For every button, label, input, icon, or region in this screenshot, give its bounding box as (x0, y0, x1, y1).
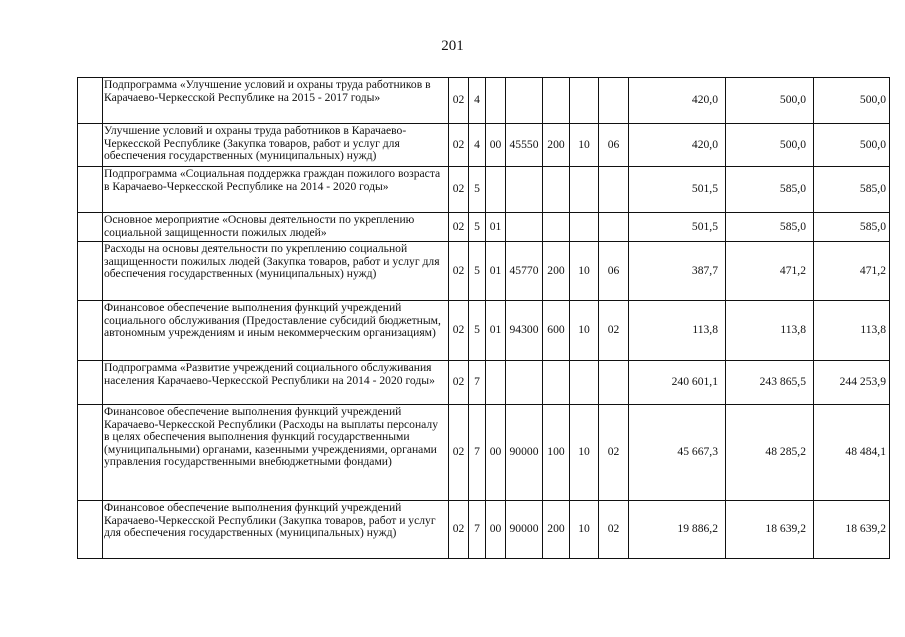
program-code-cell: 5 (469, 213, 486, 242)
subsection-code-cell: 06 (599, 124, 629, 167)
row-number-cell (78, 301, 103, 361)
budget-table (77, 77, 890, 559)
row-name-cell: Подпрограмма «Социальная поддержка граждан пожилого возраста в Карачаево-Черкесской Республике на 2014 - 2020 годы» (103, 167, 449, 213)
subsection-code-cell: 02 (599, 301, 629, 361)
subprogram-code-cell (486, 361, 506, 405)
subsection-code-cell: 02 (599, 501, 629, 559)
ministry-code-cell: 02 (449, 301, 469, 361)
row-number-cell (78, 167, 103, 213)
subsection-code-cell (599, 213, 629, 242)
section-code-cell: 10 (570, 124, 599, 167)
direction-code-cell: 45550 (506, 124, 543, 167)
section-code-cell (570, 78, 599, 124)
expense-type-cell (543, 78, 570, 124)
amount-year2-cell: 113,8 (726, 301, 814, 361)
row-name-cell: Улучшение условий и охраны труда работников в Карачаево-Черкесской Республике (Закупка товаров, работ и услуг для обеспечения государственных (муниципальных) нужд) (103, 124, 449, 167)
row-number-cell (78, 501, 103, 559)
amount-year3-cell: 500,0 (814, 78, 890, 124)
section-code-cell (570, 213, 599, 242)
amount-year1-cell: 113,8 (629, 301, 726, 361)
ministry-code-cell: 02 (449, 167, 469, 213)
program-code-cell: 5 (469, 167, 486, 213)
ministry-code-cell: 02 (449, 242, 469, 301)
subprogram-code-cell: 01 (486, 301, 506, 361)
subprogram-code-cell: 00 (486, 405, 506, 501)
subprogram-code-cell: 00 (486, 501, 506, 559)
page-number: 201 (441, 38, 464, 54)
direction-code-cell: 94300 (506, 301, 543, 361)
amount-year2-cell: 48 285,2 (726, 405, 814, 501)
program-code-cell: 5 (469, 242, 486, 301)
direction-code-cell: 90000 (506, 501, 543, 559)
row-number-cell (78, 405, 103, 501)
amount-year2-cell: 471,2 (726, 242, 814, 301)
amount-year3-cell: 471,2 (814, 242, 890, 301)
direction-code-cell (506, 78, 543, 124)
amount-year3-cell: 500,0 (814, 124, 890, 167)
amount-year1-cell: 420,0 (629, 124, 726, 167)
row-number-cell (78, 124, 103, 167)
subsection-code-cell (599, 361, 629, 405)
expense-type-cell: 100 (543, 405, 570, 501)
amount-year2-cell: 243 865,5 (726, 361, 814, 405)
row-number-cell (78, 213, 103, 242)
ministry-code-cell: 02 (449, 124, 469, 167)
ministry-code-cell: 02 (449, 501, 469, 559)
amount-year3-cell: 585,0 (814, 213, 890, 242)
amount-year3-cell: 113,8 (814, 301, 890, 361)
subprogram-code-cell (486, 167, 506, 213)
amount-year3-cell: 244 253,9 (814, 361, 890, 405)
amount-year1-cell: 45 667,3 (629, 405, 726, 501)
subprogram-code-cell (486, 78, 506, 124)
amount-year2-cell: 500,0 (726, 78, 814, 124)
program-code-cell: 7 (469, 361, 486, 405)
amount-year1-cell: 387,7 (629, 242, 726, 301)
direction-code-cell: 45770 (506, 242, 543, 301)
row-name-cell: Финансовое обеспечение выполнения функций учреждений Карачаево-Черкесской Республики (Расходы на выплаты персоналу в целях обеспечения выполнения функций государственными (муниципальными) органами, казенными учреждениями, органами управления государственными внебюджетными фондами) (103, 405, 449, 501)
program-code-cell: 4 (469, 78, 486, 124)
row-name-cell: Подпрограмма «Развитие учреждений социального обслуживания населения Карачаево-Черкесской Республики на 2014 - 2020 годы» (103, 361, 449, 405)
expense-type-cell: 200 (543, 124, 570, 167)
amount-year1-cell: 240 601,1 (629, 361, 726, 405)
subsection-code-cell (599, 167, 629, 213)
table-row (78, 124, 890, 167)
amount-year3-cell: 48 484,1 (814, 405, 890, 501)
amount-year2-cell: 585,0 (726, 167, 814, 213)
table-row (78, 78, 890, 124)
table-row (78, 213, 890, 242)
amount-year1-cell: 501,5 (629, 213, 726, 242)
program-code-cell: 7 (469, 405, 486, 501)
subprogram-code-cell: 01 (486, 213, 506, 242)
expense-type-cell: 200 (543, 242, 570, 301)
table-row (78, 501, 890, 559)
amount-year1-cell: 420,0 (629, 78, 726, 124)
row-name-cell: Финансовое обеспечение выполнения функций учреждений социального обслуживания (Предоставление субсидий бюджетным, автономным учреждениям и иным некоммерческим организациям) (103, 301, 449, 361)
ministry-code-cell: 02 (449, 213, 469, 242)
subsection-code-cell: 02 (599, 405, 629, 501)
row-name-cell: Основное мероприятие «Основы деятельности по укреплению социальной защищенности пожилых людей» (103, 213, 449, 242)
expense-type-cell (543, 213, 570, 242)
row-name-cell: Финансовое обеспечение выполнения функций учреждений Карачаево-Черкесской Республики (Закупка товаров, работ и услуг для обеспечения государственных (муниципальных) нужд) (103, 501, 449, 559)
direction-code-cell (506, 361, 543, 405)
amount-year1-cell: 19 886,2 (629, 501, 726, 559)
direction-code-cell (506, 167, 543, 213)
row-name-cell: Расходы на основы деятельности по укреплению социальной защищенности пожилых людей (Закупка товаров, работ и услуг для обеспечения государственных (муниципальных) нужд) (103, 242, 449, 301)
amount-year3-cell: 585,0 (814, 167, 890, 213)
ministry-code-cell: 02 (449, 361, 469, 405)
table-row (78, 167, 890, 213)
direction-code-cell: 90000 (506, 405, 543, 501)
row-number-cell (78, 361, 103, 405)
section-code-cell: 10 (570, 301, 599, 361)
subprogram-code-cell: 01 (486, 242, 506, 301)
section-code-cell (570, 167, 599, 213)
program-code-cell: 5 (469, 301, 486, 361)
amount-year2-cell: 18 639,2 (726, 501, 814, 559)
section-code-cell: 10 (570, 405, 599, 501)
section-code-cell (570, 361, 599, 405)
expense-type-cell: 200 (543, 501, 570, 559)
row-number-cell (78, 78, 103, 124)
row-name-cell: Подпрограмма «Улучшение условий и охраны труда работников в Карачаево-Черкесской Республике на 2015 - 2017 годы» (103, 78, 449, 124)
ministry-code-cell: 02 (449, 405, 469, 501)
subprogram-code-cell: 00 (486, 124, 506, 167)
ministry-code-cell: 02 (449, 78, 469, 124)
table-row (78, 301, 890, 361)
program-code-cell: 7 (469, 501, 486, 559)
subsection-code-cell (599, 78, 629, 124)
amount-year2-cell: 585,0 (726, 213, 814, 242)
expense-type-cell (543, 361, 570, 405)
amount-year3-cell: 18 639,2 (814, 501, 890, 559)
expense-type-cell: 600 (543, 301, 570, 361)
subsection-code-cell: 06 (599, 242, 629, 301)
table-row (78, 361, 890, 405)
amount-year1-cell: 501,5 (629, 167, 726, 213)
program-code-cell: 4 (469, 124, 486, 167)
section-code-cell: 10 (570, 242, 599, 301)
row-number-cell (78, 242, 103, 301)
expense-type-cell (543, 167, 570, 213)
section-code-cell: 10 (570, 501, 599, 559)
amount-year2-cell: 500,0 (726, 124, 814, 167)
direction-code-cell (506, 213, 543, 242)
table-row (78, 405, 890, 501)
table-row (78, 242, 890, 301)
